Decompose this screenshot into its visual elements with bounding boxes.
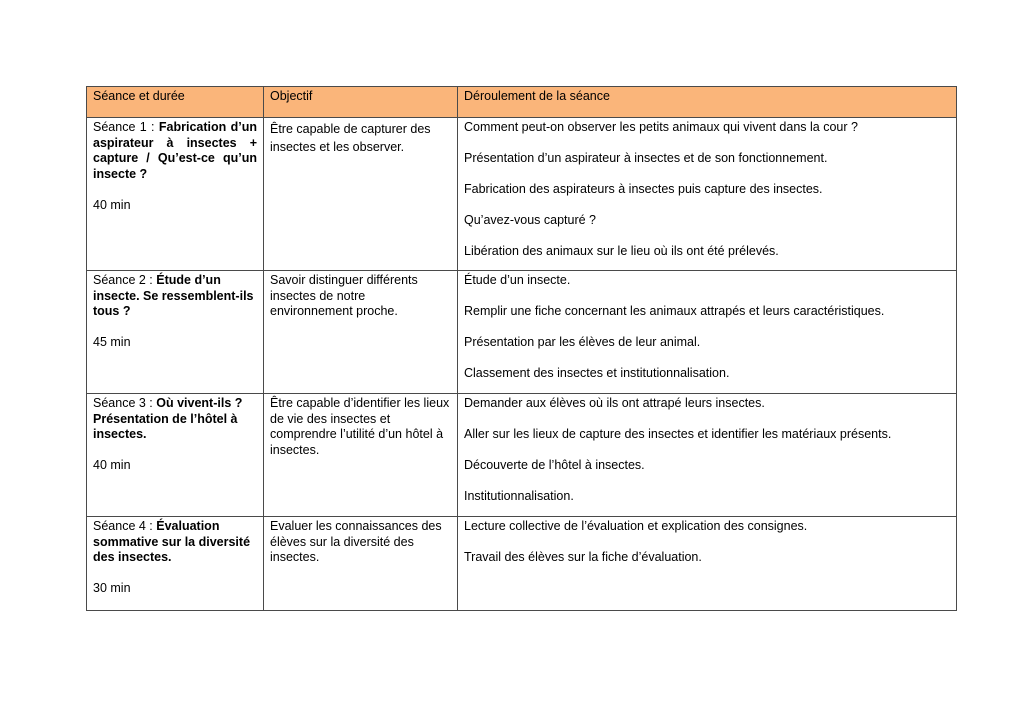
seance-number: Séance 2 : — [93, 273, 157, 287]
deroulement-cell — [458, 271, 957, 394]
objectif-text: Evaluer les connaissances des élèves sur la diversité des insectes. — [270, 519, 442, 564]
seance-cell — [87, 394, 264, 517]
seance-cell — [87, 271, 264, 394]
table-row — [87, 271, 957, 394]
table-row — [87, 394, 957, 517]
objectif-text: Savoir distinguer différents insectes de notre environnement proche. — [270, 273, 418, 318]
step-text: Présentation d’un aspirateur à insectes et de son fonctionnement. — [464, 151, 828, 165]
step-text: Demander aux élèves où ils ont attrapé leurs insectes. — [464, 396, 765, 410]
seance-cell — [87, 517, 264, 611]
step-text: Découverte de l’hôtel à insectes. — [464, 458, 645, 472]
seance-title: Où vivent-ils ? Présentation de l’hôtel à insectes. — [93, 396, 243, 441]
step-text: Travail des élèves sur la fiche d’évaluation. — [464, 550, 702, 564]
step-text: Aller sur les lieux de capture des insectes et identifier les matériaux présents. — [464, 427, 892, 441]
objectif-cell — [264, 271, 458, 394]
deroulement-cell — [458, 118, 957, 271]
seance-heading — [93, 120, 257, 182]
table-row — [87, 517, 957, 611]
seance-number: Séance 4 : — [93, 519, 157, 533]
lesson-plan-table — [86, 86, 957, 611]
step-text: Qu’avez-vous capturé ? — [464, 213, 597, 227]
objectif-cell — [264, 394, 458, 517]
step-text: Remplir une fiche concernant les animaux attrapés et leurs caractéristiques. — [464, 304, 885, 318]
seance-duration: 30 min — [93, 581, 131, 595]
step-text: Comment peut-on observer les petits animaux qui vivent dans la cour ? — [464, 120, 858, 134]
objectif-text: Être capable de capturer des insectes et les observer. — [270, 122, 431, 154]
seance-title: Étude d’un insecte. Se ressemblent-ils tous ? — [93, 273, 254, 318]
table-header-row — [87, 87, 957, 118]
step-text: Présentation par les élèves de leur animal. — [464, 335, 701, 349]
objectif-cell — [264, 517, 458, 611]
seance-duration: 45 min — [93, 335, 131, 349]
seance-heading — [93, 396, 257, 443]
objectif-text: Être capable d’identifier les lieux de vie des insectes et comprendre l’utilité d’un hôtel à insectes. — [270, 396, 450, 457]
header-objectif: Objectif — [264, 87, 458, 118]
step-text: Libération des animaux sur le lieu où ils ont été prélevés. — [464, 244, 779, 258]
deroulement-cell — [458, 517, 957, 611]
seance-heading — [93, 519, 257, 566]
seance-heading — [93, 273, 257, 320]
seance-title: Fabrication d’un aspirateur à insectes + capture / Qu’est-ce qu’un insecte ? — [93, 120, 257, 181]
table-row — [87, 118, 957, 271]
seance-cell — [87, 118, 264, 271]
step-text: Étude d’un insecte. — [464, 273, 571, 287]
step-text: Fabrication des aspirateurs à insectes puis capture des insectes. — [464, 182, 823, 196]
seance-number: Séance 1 : — [93, 120, 159, 134]
seance-title: Évaluation sommative sur la diversité des insectes. — [93, 519, 251, 564]
seance-duration: 40 min — [93, 458, 131, 472]
step-text: Lecture collective de l’évaluation et explication des consignes. — [464, 519, 808, 533]
step-text: Institutionnalisation. — [464, 489, 574, 503]
objectif-cell — [264, 118, 458, 271]
step-text: Classement des insectes et institutionnalisation. — [464, 366, 730, 380]
seance-duration: 40 min — [93, 197, 131, 212]
header-deroulement: Déroulement de la séance — [458, 87, 957, 118]
seance-number: Séance 3 : — [93, 396, 157, 410]
header-seance: Séance et durée — [87, 87, 264, 118]
deroulement-cell — [458, 394, 957, 517]
